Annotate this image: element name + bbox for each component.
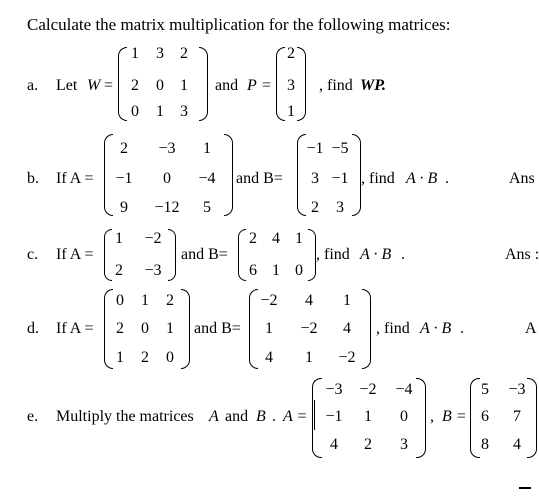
matrix-e-a-cell: −4: [395, 381, 413, 398]
matrix-d-b-right-bracket: [362, 289, 371, 369]
matrix-e-b-cell: −3: [508, 381, 526, 398]
matrix-c-b-cell: 1: [295, 230, 303, 247]
problem-e-dot: .: [272, 408, 276, 425]
problem-e-name-a: A: [209, 408, 219, 425]
matrix-w-cell: 3: [180, 103, 188, 120]
matrix-b-b-cell: 3: [336, 199, 344, 216]
problem-d-lead: If A =: [56, 320, 94, 337]
matrix-b-b-cell: −1: [306, 140, 324, 157]
matrix-b-b-right-bracket: [352, 134, 361, 216]
problem-d-target: A · B: [420, 320, 452, 337]
matrix-b-b-cell: −1: [331, 170, 349, 187]
problem-b-period: .: [445, 170, 449, 187]
problem-c-period: .: [401, 246, 405, 263]
matrix-p-cell: 2: [287, 45, 295, 62]
matrix-b-a-cell: −1: [115, 170, 133, 187]
matrix-d-a-cell: 1: [166, 320, 174, 337]
matrix-d-a-cell: 2: [166, 292, 174, 309]
matrix-w-name: W: [87, 77, 101, 94]
matrix-p-cell: 3: [287, 77, 295, 94]
problem-b-label: b.: [27, 170, 39, 187]
problem-e-comma: ,: [430, 408, 434, 425]
matrix-b-a-cell: 0: [163, 170, 171, 187]
matrix-d-b-cell: 4: [305, 292, 313, 309]
matrix-b-b-cell: −5: [331, 140, 349, 157]
matrix-c-a-cell: 1: [115, 230, 123, 247]
problem-d-answer-label: A: [525, 320, 537, 337]
page-heading: Calculate the matrix multiplication for the following matrices:: [27, 15, 451, 34]
matrix-b-a-cell: 5: [203, 199, 211, 216]
matrix-d-a-cell: 0: [116, 292, 124, 309]
matrix-d-a-cell: 2: [141, 349, 149, 366]
matrix-e-a-cell: 4: [330, 436, 338, 453]
problem-a-find: , find: [319, 77, 353, 94]
matrix-d-a-cell: 2: [116, 320, 124, 337]
matrix-e-a-cell: 1: [364, 408, 372, 425]
matrix-d-b-cell: −2: [260, 292, 278, 309]
problem-d-label: d.: [27, 320, 39, 337]
matrix-c-b-cell: 2: [249, 230, 257, 247]
matrix-e-b-cell: 7: [513, 408, 521, 425]
matrix-d-a-right-bracket: [181, 289, 190, 369]
matrix-w-right-bracket: [199, 47, 208, 121]
matrix-d-a-cell: 1: [116, 349, 124, 366]
matrix-c-b-cell: 0: [295, 262, 303, 279]
matrix-d-a-cell: 0: [166, 349, 174, 366]
matrix-d-b-cell: 1: [265, 320, 273, 337]
matrix-w-cell: 2: [131, 77, 139, 94]
matrix-w-cell: 0: [156, 77, 164, 94]
problem-a-equals-2: =: [262, 77, 272, 94]
problem-b-target: A · B: [406, 170, 438, 187]
problem-c-target: A · B: [360, 246, 392, 263]
matrix-c-b-cell: 4: [272, 230, 280, 247]
problem-c-answer-label: Ans :: [505, 246, 539, 263]
matrix-e-a-cell: −1: [325, 408, 343, 425]
matrix-e-a-cell: 2: [364, 436, 372, 453]
matrix-e-a-cell: −2: [359, 381, 377, 398]
problem-e-lead: Multiply the matrices: [56, 408, 194, 425]
matrix-b-a-cell: −12: [154, 199, 180, 216]
problem-c-lead: If A =: [56, 246, 94, 263]
matrix-e-b-cell: 6: [481, 408, 489, 425]
problem-a-lead: Let: [56, 77, 78, 94]
matrix-e-b-cell: 4: [513, 436, 521, 453]
matrix-e-b-cell: 8: [481, 436, 489, 453]
matrix-d-b-cell: 4: [343, 320, 351, 337]
matrix-c-a-cell: −3: [144, 262, 162, 279]
problem-a-target: WP.: [360, 77, 386, 94]
matrix-e-a-cell: −3: [325, 381, 343, 398]
problem-d-find: , find: [376, 320, 410, 337]
matrix-w-cell: 0: [131, 103, 139, 120]
problem-a-and: and: [215, 77, 239, 94]
matrix-b-a-cell: 9: [120, 199, 128, 216]
matrix-e-a-cell: 0: [400, 408, 408, 425]
matrix-d-b-cell: −2: [300, 320, 318, 337]
matrix-d-a-cell: 1: [141, 292, 149, 309]
matrix-e-a-cell: 3: [400, 436, 408, 453]
matrix-d-b-cell: −2: [338, 349, 356, 366]
matrix-p-name: P: [247, 77, 257, 94]
problem-e-and: and: [225, 408, 249, 425]
matrix-b-a-cell: −4: [198, 170, 216, 187]
matrix-c-a-cell: 2: [115, 262, 123, 279]
matrix-d-b-cell: 4: [265, 349, 273, 366]
problem-c-find: , find: [316, 246, 350, 263]
problem-b-find: , find: [361, 170, 395, 187]
matrix-d-b-cell: 1: [343, 292, 351, 309]
matrix-b-a-cell: 2: [120, 140, 128, 157]
problem-d-and: and B=: [194, 320, 241, 337]
matrix-d-a-cell: 0: [141, 320, 149, 337]
problem-e-a-equals: A =: [283, 408, 308, 425]
matrix-c-a-right-bracket: [168, 229, 176, 281]
problem-a-label: a.: [27, 77, 39, 94]
matrix-c-b-cell: 1: [272, 262, 280, 279]
problem-b-lead: If A =: [56, 170, 94, 187]
matrix-w-cell: 1: [180, 77, 188, 94]
matrix-d-b-cell: 1: [305, 349, 313, 366]
problem-e-b-equals: B =: [442, 408, 467, 425]
matrix-b-a-right-bracket: [224, 134, 233, 216]
cropped-glyph-fragment: [519, 487, 531, 489]
matrix-b-a-cell: −3: [158, 140, 176, 157]
problem-c-label: c.: [27, 246, 39, 263]
problem-b-answer-label: Ans: [509, 170, 535, 187]
problem-d-period: .: [460, 320, 464, 337]
matrix-b-b-cell: 3: [311, 170, 319, 187]
problem-e-name-b: B: [256, 408, 266, 425]
problem-e-label: e.: [27, 408, 39, 425]
problem-b-and: and B=: [236, 170, 283, 187]
matrix-p-cell: 1: [287, 103, 295, 120]
problem-c-and: and B=: [181, 246, 228, 263]
matrix-w-cell: 2: [180, 45, 188, 62]
problem-a-equals: =: [104, 77, 114, 94]
matrix-w-cell: 1: [156, 103, 164, 120]
matrix-b-b-cell: 2: [311, 199, 319, 216]
matrix-b-a-cell: 1: [203, 140, 211, 157]
matrix-c-b-cell: 6: [249, 262, 257, 279]
matrix-c-a-cell: −2: [144, 230, 162, 247]
matrix-w-cell: 1: [131, 45, 139, 62]
matrix-e-b-cell: 5: [481, 381, 489, 398]
matrix-w-cell: 3: [156, 45, 164, 62]
